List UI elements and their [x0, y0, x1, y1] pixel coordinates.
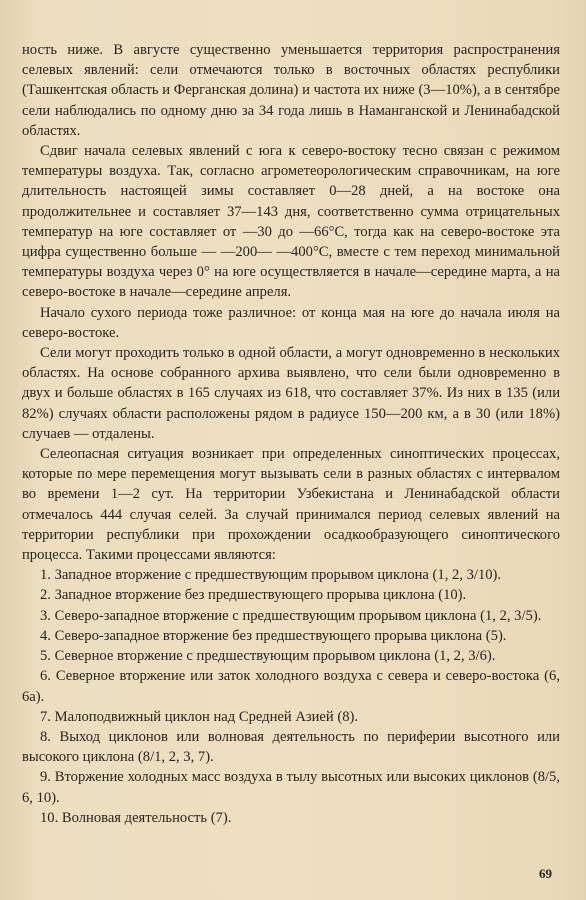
list-item: 9. Вторжение холодных масс воздуха в тылу высотных или высоких циклонов (8/5, 6, 10).: [22, 769, 560, 806]
list-item: 5. Северное вторжение с предшествующим прорывом циклона (1, 2, 3/6).: [40, 648, 496, 665]
list-item: 1. Западное вторжение с предшествующим прорывом циклона (1, 2, 3/10).: [40, 567, 502, 584]
list-item: 2. Западное вторжение без предшествующего прорыва циклона (10).: [40, 587, 467, 604]
list-item: 8. Выход циклонов или волновая деятельность по периферии высотного или высокого циклона (8/1, 2, 3, 7).: [22, 728, 560, 766]
page-body-text: [22, 40, 560, 828]
list-item: 7. Малоподвижный циклон над Средней Азией (8).: [40, 708, 359, 725]
paragraph: Селеопасная ситуация возникает при определенных синоптических процессах, которые по мере перемещения могут вызывать сели в разных областях с интервалом во времени 1—2 сут. На территории Узбекистана и Ленинабадской области отмечалось 444 случая селей. За случай принимался период селевых явлений на территории республики при прохождении осадкообразующего синоптического процесса. Такими процессами являются:: [22, 446, 560, 564]
list-item: 3. Северо-западное вторжение с предшествующим прорывом циклона (1, 2, 3/5).: [40, 607, 542, 624]
page-number: 69: [539, 866, 552, 881]
paragraph: Сели могут проходить только в одной области, а могут одновременно в нескольких областях. На основе собранного архива выявлено, что сели были одновременно в двух и больше областях в 165 случаях из 618, что составляет 37%. Из них в 135 (или 82%) случаях области расположены рядом в радиусе 150—200 км, а в 30 (или 18%) случаев — отдалены.: [22, 345, 560, 442]
list-item: 6. Северное вторжение или заток холодного воздуха с севера и северо-востока (6, 6а).: [22, 668, 560, 705]
list-item: 4. Северо-западное вторжение без предшествующего прорыва циклона (5).: [40, 627, 507, 644]
paragraph: Сдвиг начала селевых явлений с юга к северо-востоку тесно связан с режимом температуры воздуха. Так, согласно агрометеорологическим справочникам, на юге длительность настоящей зимы составляет 0—28 дней, а на востоке она продолжительнее и составляет 37—143 дня, соответственно сумма отрицательных температур на юге составляет от —30 до —66°С, тогда как на северо-востоке эта цифра существенно больше — —200— —400°С, вместе с тем переход минимальной температуры воздуха через 0° на юге осуществляется в начале—середине марта, а на северо-востоке в начале—середине апреля.: [22, 143, 560, 301]
list-item: 10. Волновая деятельность (7).: [40, 809, 232, 826]
paragraph: ность ниже. В августе существенно уменьшается территория распространения селевых явлений: сели отмечаются только в восточных областях республики (Ташкентская область и Ферганская долина) и частота их ниже (3—10%), а в сентябре сели наблюдались по одному дню за 34 года лишь в Наманганской и Ленинабадской областях.: [22, 42, 560, 139]
paragraph: Начало сухого периода тоже различное: от конца мая на юге до начала июля на северо-востоке.: [22, 304, 560, 341]
